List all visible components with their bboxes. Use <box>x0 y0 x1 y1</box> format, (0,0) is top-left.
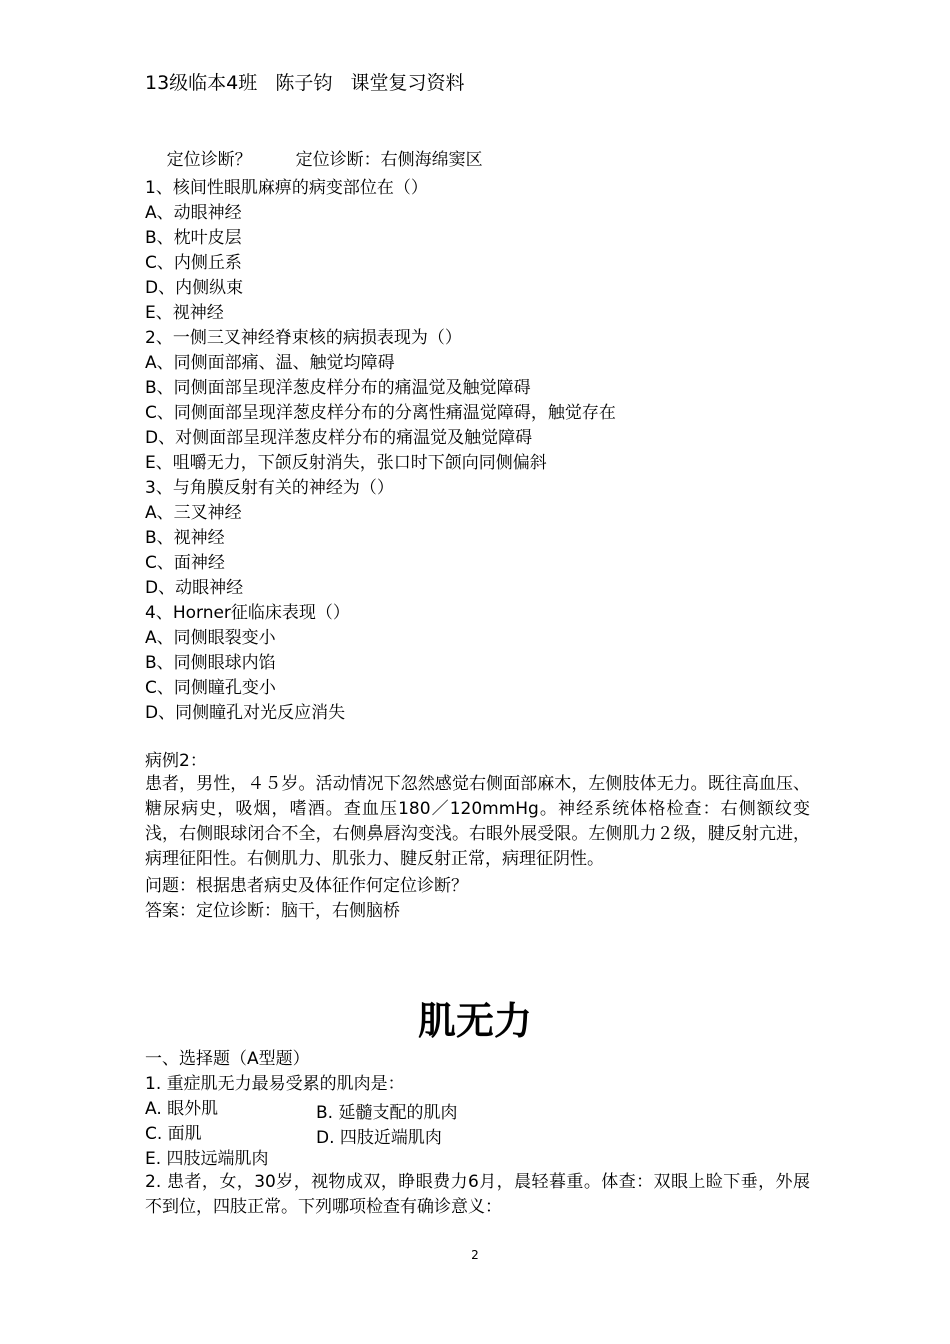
page-number: 2 <box>471 1248 479 1262</box>
option-item: D、同侧瞳孔对光反应消失 <box>145 703 346 723</box>
option-item: C、同侧面部呈现洋葱皮样分布的分离性痛温觉障碍，触觉存在 <box>145 403 616 423</box>
option-item: D、对侧面部呈现洋葱皮样分布的痛温觉及触觉障碍 <box>145 428 533 448</box>
option-item: C、面神经 <box>145 553 225 573</box>
option-item: A、动眼神经 <box>145 203 242 223</box>
option-item: A、同侧眼裂变小 <box>145 628 276 648</box>
intro-answer: 定位诊断：右侧海绵窦区 <box>295 150 483 170</box>
question-stem: 4、Horner征临床表现（） <box>145 603 350 623</box>
option-item: A、同侧面部痛、温、触觉均障碍 <box>145 353 395 373</box>
case-answer: 答案：定位诊断：脑干，右侧脑桥 <box>145 901 400 921</box>
option-item: D. 四肢近端肌肉 <box>316 1128 442 1148</box>
option-item: D、内侧纵束 <box>145 278 244 298</box>
option-item: A. 眼外肌 <box>145 1099 219 1119</box>
option-item: A、三叉神经 <box>145 503 242 523</box>
question-stem: 3、与角膜反射有关的神经为（） <box>145 478 394 498</box>
intro-question: 定位诊断？ <box>166 150 252 170</box>
case-question: 问题：根据患者病史及体征作何定位诊断？ <box>145 876 468 896</box>
option-item: D、动眼神经 <box>145 578 244 598</box>
option-item: B、同侧面部呈现洋葱皮样分布的痛温觉及触觉障碍 <box>145 378 531 398</box>
section-subtitle: 一、选择题（A型题） <box>145 1049 310 1069</box>
section-title: 肌无力 <box>417 999 532 1043</box>
option-item: E、视神经 <box>145 303 224 323</box>
option-item: C、同侧瞳孔变小 <box>145 678 276 698</box>
option-item: E. 四肢远端肌肉 <box>145 1149 269 1169</box>
question-stem: 1、核间性眼肌麻痹的病变部位在（） <box>145 178 428 198</box>
option-item: C. 面肌 <box>145 1124 202 1144</box>
option-item: E、咀嚼无力，下颌反射消失，张口时下颌向同侧偏斜 <box>145 453 547 473</box>
question-stem: 2. 患者，女，30岁，视物成双，睁眼费力6月，晨轻暮重。体查：双眼上睑下垂，外展不到位，四肢正常。下列哪项检查有确诊意义： <box>145 1172 810 1217</box>
case-label: 病例2： <box>145 751 207 771</box>
option-item: B、视神经 <box>145 528 225 548</box>
question-stem: 2、一侧三叉神经脊束核的病损表现为（） <box>145 328 462 348</box>
question-stem: 1. 重症肌无力最易受累的肌肉是： <box>145 1074 405 1094</box>
option-item: B. 延髓支配的肌肉 <box>316 1103 458 1123</box>
page-header: 13级临本4班 陈子钧 课堂复习资料 <box>145 72 465 94</box>
option-item: C、内侧丘系 <box>145 253 242 273</box>
case-text: 患者，男性，４５岁。活动情况下忽然感觉右侧面部麻木，左侧肢体无力。既往高血压、糖尿病史，吸烟，嗜酒。查血压180／120mmHg。神经系统体格检查：右侧额纹变浅，右侧眼球闭合不全，右侧鼻唇沟变浅。右眼外展受限。左侧肌力２级，腱反射亢进，病理征阳性。右侧肌力、肌张力、腱反射正常，病理征阴性。 <box>145 774 810 869</box>
option-item: B、枕叶皮层 <box>145 228 242 248</box>
option-item: B、同侧眼球内馅 <box>145 653 276 673</box>
